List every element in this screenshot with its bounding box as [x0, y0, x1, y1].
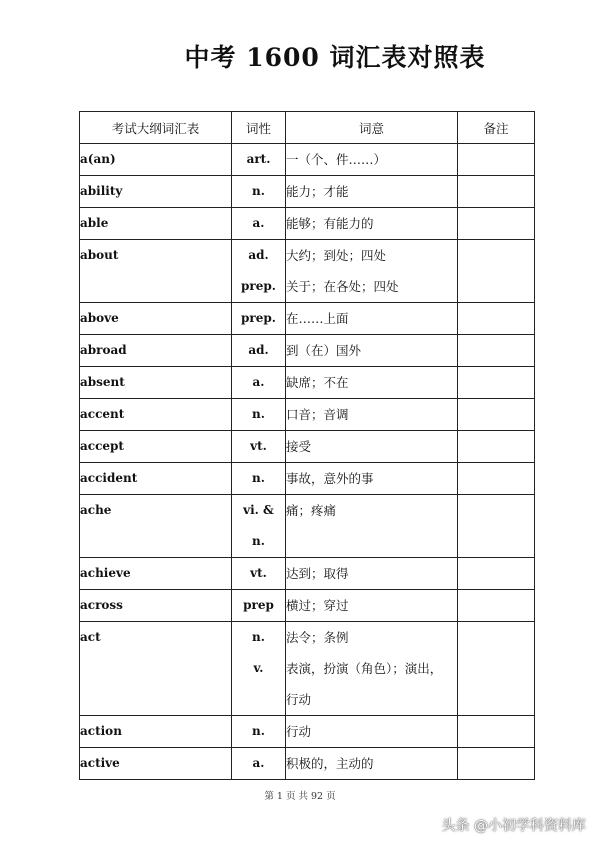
- note-cell: [458, 590, 535, 622]
- meaning-text: 一（个、件……）: [286, 152, 387, 167]
- note-cell: [458, 716, 535, 748]
- meaning-cell: [286, 240, 458, 303]
- note-cell: [458, 495, 535, 558]
- word-text: abroad: [80, 343, 127, 357]
- pos-text: prep.: [241, 311, 276, 325]
- meaning-cell: [286, 495, 458, 558]
- pos-text: vt.: [250, 439, 267, 453]
- word-cell: [80, 748, 232, 780]
- meaning-text: 表演，扮演（角色）；演出，: [286, 661, 443, 676]
- table-row: [80, 176, 535, 208]
- word-text: act: [80, 630, 101, 644]
- table-row: [80, 240, 535, 303]
- meaning-cell: [286, 176, 458, 208]
- meaning-cell: [286, 463, 458, 495]
- pos-text: vt.: [250, 566, 267, 580]
- table-row: [80, 431, 535, 463]
- pos-text: a.: [252, 375, 265, 389]
- meaning-text: 法令；条例: [286, 630, 349, 645]
- pos-cell: [232, 622, 286, 716]
- pos-text: ad.: [248, 248, 269, 262]
- pos-cell: [232, 240, 286, 303]
- word-cell: [80, 240, 232, 303]
- note-cell: [458, 303, 535, 335]
- table-row: [80, 495, 535, 558]
- meaning-text: 能够；有能力的: [286, 216, 374, 231]
- table-row: [80, 716, 535, 748]
- meaning-text: 达到；取得: [286, 566, 349, 581]
- table-row: [80, 399, 535, 431]
- word-cell: [80, 303, 232, 335]
- header-meaning: 词意: [286, 112, 458, 144]
- pos-text: n.: [252, 630, 265, 644]
- note-cell: [458, 176, 535, 208]
- pos-cell: [232, 495, 286, 558]
- pos-cell: [232, 144, 286, 176]
- pos-cell: [232, 303, 286, 335]
- note-cell: [458, 367, 535, 399]
- pos-cell: [232, 208, 286, 240]
- word-cell: [80, 208, 232, 240]
- word-text: accident: [80, 471, 138, 485]
- word-text: absent: [80, 375, 125, 389]
- word-text: achieve: [80, 566, 131, 580]
- meaning-text: 关于；在各处；四处: [286, 279, 399, 294]
- meaning-cell: [286, 431, 458, 463]
- pos-cell: [232, 716, 286, 748]
- note-cell: [458, 558, 535, 590]
- meaning-text: 口音；音调: [286, 407, 349, 422]
- word-text: about: [80, 248, 119, 262]
- note-cell: [458, 748, 535, 780]
- pos-cell: [232, 431, 286, 463]
- word-cell: [80, 622, 232, 716]
- pos-cell: [232, 748, 286, 780]
- note-cell: [458, 622, 535, 716]
- note-cell: [458, 463, 535, 495]
- header-pos: 词性: [232, 112, 286, 144]
- table-row: [80, 367, 535, 399]
- header-word: 考试大纲词汇表: [80, 112, 232, 144]
- word-cell: [80, 495, 232, 558]
- pos-cell: [232, 558, 286, 590]
- meaning-text: 积极的，主动的: [286, 756, 374, 771]
- pos-text: vi. &: [243, 503, 274, 517]
- pos-text: prep.: [241, 279, 276, 293]
- note-cell: [458, 240, 535, 303]
- note-cell: [458, 335, 535, 367]
- table-row: [80, 144, 535, 176]
- pos-cell: [232, 463, 286, 495]
- pos-cell: [232, 590, 286, 622]
- header-note: 备注: [458, 112, 535, 144]
- note-cell: [458, 208, 535, 240]
- meaning-text: 事故，意外的事: [286, 471, 374, 486]
- word-text: above: [80, 311, 119, 325]
- word-cell: [80, 176, 232, 208]
- meaning-text: 到（在）国外: [286, 343, 362, 358]
- pos-text: art.: [246, 152, 271, 166]
- table-row: [80, 335, 535, 367]
- word-text: ability: [80, 184, 123, 198]
- note-cell: [458, 144, 535, 176]
- table-row: [80, 208, 535, 240]
- note-cell: [458, 431, 535, 463]
- table-row: [80, 303, 535, 335]
- word-cell: [80, 367, 232, 399]
- meaning-cell: [286, 590, 458, 622]
- meaning-text: 横过；穿过: [286, 598, 349, 613]
- meaning-cell: [286, 622, 458, 716]
- word-text: active: [80, 756, 120, 770]
- meaning-text: 行动: [286, 692, 312, 707]
- vocabulary-table: [79, 111, 535, 780]
- page-title: 中考 1600 词汇表对照表: [184, 43, 486, 72]
- table-row: [80, 558, 535, 590]
- meaning-cell: [286, 748, 458, 780]
- meaning-cell: [286, 208, 458, 240]
- meaning-cell: [286, 303, 458, 335]
- word-text: able: [80, 216, 109, 230]
- table-row: [80, 463, 535, 495]
- meaning-cell: [286, 144, 458, 176]
- word-text: action: [80, 724, 122, 738]
- table-header-row: [80, 112, 535, 144]
- pos-text: n.: [252, 407, 265, 421]
- table-row: [80, 590, 535, 622]
- meaning-cell: [286, 558, 458, 590]
- meaning-text: 接受: [286, 439, 312, 454]
- word-text: across: [80, 598, 123, 612]
- word-text: accept: [80, 439, 124, 453]
- meaning-cell: [286, 335, 458, 367]
- word-cell: [80, 431, 232, 463]
- meaning-text: 行动: [286, 724, 312, 739]
- pos-text: n.: [252, 534, 265, 548]
- pos-text: n.: [252, 724, 265, 738]
- pos-text: prep: [243, 598, 274, 612]
- meaning-text: 缺席；不在: [286, 375, 349, 390]
- pos-cell: [232, 399, 286, 431]
- word-cell: [80, 558, 232, 590]
- pos-text: n.: [252, 184, 265, 198]
- word-cell: [80, 716, 232, 748]
- table-row: [80, 748, 535, 780]
- meaning-cell: [286, 716, 458, 748]
- meaning-text: 能力；才能: [286, 184, 349, 199]
- word-cell: [80, 335, 232, 367]
- word-cell: [80, 463, 232, 495]
- word-text: a(an): [80, 152, 116, 166]
- pos-text: v.: [253, 661, 264, 675]
- pos-text: a.: [252, 216, 265, 230]
- note-cell: [458, 399, 535, 431]
- page-number: 第 1 页 共 92 页: [264, 791, 336, 802]
- table-row: [80, 622, 535, 716]
- word-cell: [80, 590, 232, 622]
- word-cell: [80, 144, 232, 176]
- meaning-cell: [286, 367, 458, 399]
- pos-cell: [232, 367, 286, 399]
- pos-text: a.: [252, 756, 265, 770]
- word-text: ache: [80, 503, 112, 517]
- meaning-text: 在……上面: [286, 311, 349, 326]
- word-cell: [80, 399, 232, 431]
- meaning-text: 痛；疼痛: [286, 503, 337, 518]
- meaning-cell: [286, 399, 458, 431]
- meaning-text: 大约；到处；四处: [286, 248, 387, 263]
- pos-text: n.: [252, 471, 265, 485]
- table-body: [80, 144, 535, 780]
- pos-cell: [232, 335, 286, 367]
- watermark: 头条 @小初学科资料库: [441, 818, 586, 834]
- word-text: accent: [80, 407, 125, 421]
- pos-text: ad.: [248, 343, 269, 357]
- pos-cell: [232, 176, 286, 208]
